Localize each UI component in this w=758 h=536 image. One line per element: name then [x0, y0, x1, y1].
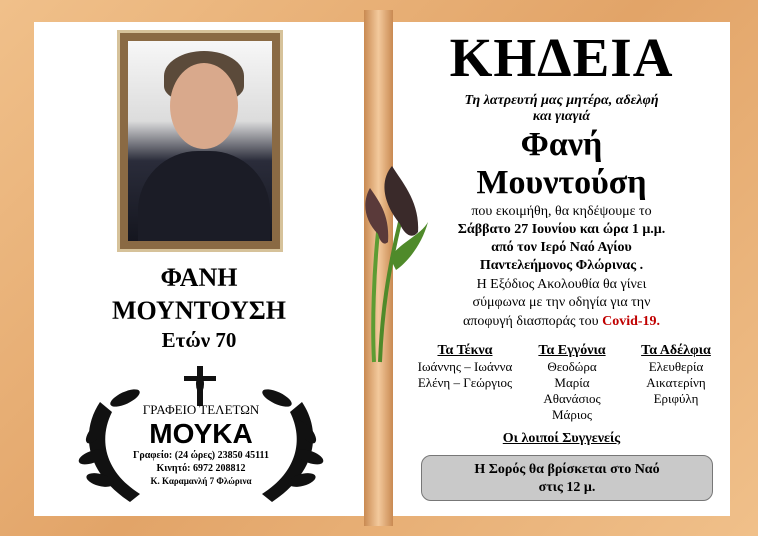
children-heading: Τα Τέκνα: [437, 343, 493, 358]
intro-line-2: και γιαγιά: [532, 109, 591, 124]
deceased-last-name: Μουντούση: [476, 164, 647, 201]
church-line-2: Παντελεήμονος Φλώρινας .: [479, 258, 644, 273]
children-column: [400, 343, 530, 391]
page-title: ΚΗΔΕΙΑ: [449, 27, 674, 88]
grandchildren-column: [524, 343, 620, 423]
intro-line-1: Τη λατρευτή μας μητέρα, αδελφή: [464, 93, 659, 108]
viewing-notice-line-1: Η Σορός θα βρίσκεται στο Ναό: [474, 462, 660, 477]
logo-phone-mobile: Κινητό: 6972 208812: [156, 463, 246, 474]
list-item: Μαρία: [554, 375, 590, 390]
logo-address: Κ. Καραμανλή 7 Φλώρινα: [150, 476, 252, 486]
name-line-1: ΦΑΝΗ: [160, 263, 238, 292]
logo-main-text: ΜΟΥΚΑ: [149, 418, 253, 449]
list-item: Εριφύλη: [653, 391, 699, 406]
text-line-5: Η Εξόδιος Ακολουθία θα γίνει: [476, 277, 647, 292]
covid-label: Covid-19.: [602, 314, 661, 329]
name-line-2: ΜΟΥΝΤΟΥΣΗ: [111, 296, 287, 325]
text-line-6: σύμφωνα με την οδηγία για την: [472, 295, 651, 310]
grandchildren-heading: Τα Εγγόνια: [538, 343, 606, 358]
date-line: Σάββατο 27 Ιουνίου και ώρα 1 μ.μ.: [457, 222, 666, 237]
siblings-heading: Τα Αδέλφια: [641, 343, 711, 358]
list-item: Αικατερίνη: [646, 375, 706, 390]
list-item: Ελευθερία: [648, 359, 704, 374]
covid-line-text: αποφυγή διασποράς του: [462, 314, 603, 329]
logo-top-text: ΓΡΑΦΕΙΟ ΤΕΛΕΤΩΝ: [142, 402, 260, 417]
list-item: Θεοδώρα: [547, 359, 597, 374]
viewing-notice-box: [421, 455, 713, 501]
logo-phone-office: Γραφείο: (24 ώρες) 23850 45111: [133, 450, 269, 461]
deceased-first-name: Φανή: [520, 126, 603, 163]
covid-line: [393, 313, 730, 330]
funeral-office-logo: [70, 362, 332, 510]
relatives-label: Οι λοιποί Συγγενείς: [502, 431, 621, 446]
list-item: Μάριος: [551, 407, 592, 422]
list-item: Αθανάσιος: [543, 391, 601, 406]
siblings-column: [624, 343, 728, 407]
list-item: Ελένη – Γεώργιος: [417, 375, 513, 390]
church-line-1: από τον Ιερό Ναό Αγίου: [491, 240, 632, 255]
age-label: Ετών 70: [161, 328, 237, 352]
portrait-photo: [117, 30, 283, 252]
text-line-1: που εκοιμήθη, θα κηδέψουμε το: [471, 204, 652, 219]
viewing-notice-line-2: στις 12 μ.: [538, 480, 596, 495]
list-item: Ιωάννης – Ιωάννα: [417, 359, 513, 374]
